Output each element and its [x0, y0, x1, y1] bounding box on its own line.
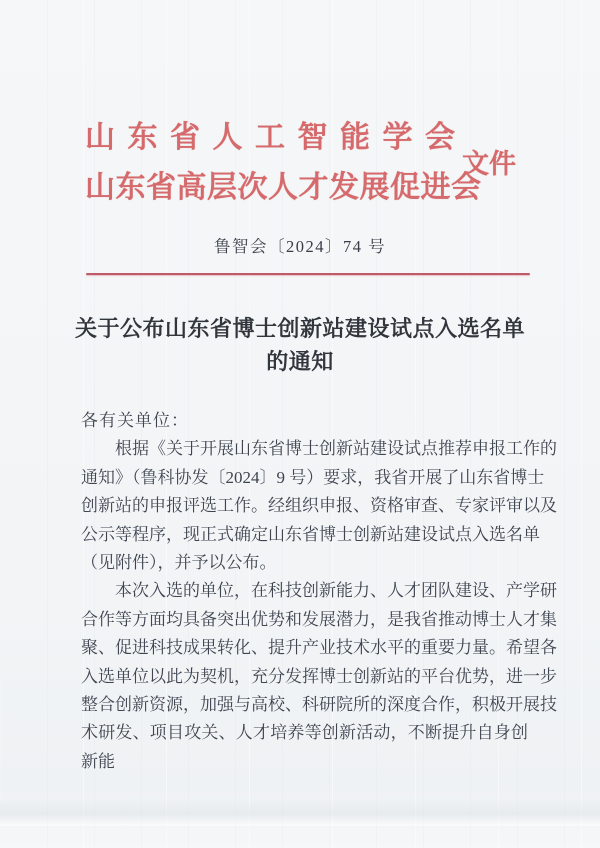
org-name-secondary: 山东省高层次人才发展促进会 [85, 171, 482, 204]
letterhead-divider-line [86, 273, 530, 275]
scan-shadow-band [0, 798, 600, 826]
salutation: 各有关单位： [81, 411, 189, 430]
body-line: 整合创新资源，加强与高校、科研院所的深度合作，积极开展技 [81, 695, 557, 715]
org-name-primary: 山东省人工智能学会 [85, 121, 468, 154]
body-line: 入选单位以此为契机，充分发挥博士创新站的平台优势，进一步 [81, 666, 557, 686]
body-line: 通知》（鲁科协发〔2024〕9 号）要求，我省开展了山东省博士 [81, 467, 545, 487]
body-line: 公示等程序，现正式确定山东省博士创新站建设试点入选名单 [81, 524, 540, 544]
body-line: 合作等方面均具备突出优势和发展潜力，是我省推动博士人才集 [81, 609, 557, 629]
body-line: （见附件），并予以公布。 [81, 553, 277, 573]
letterhead [85, 121, 545, 205]
body-line: 创新站的申报评选工作。经组织申报、资格审查、专家评审以及 [81, 496, 557, 516]
document-title [75, 312, 525, 378]
document-number: 鲁智会〔2024〕74 号 [213, 237, 387, 256]
body-line: 本次入选的单位，在科技创新能力、人才团队建设、产学研 [115, 581, 557, 601]
doc-type-label: 文件 [462, 149, 516, 179]
document-title-line-1: 关于公布山东省博士创新站建设试点入选名单 [75, 316, 526, 341]
body-line: 术研发、项目攻关、人才培养等创新活动，不断提升自身创新能 [81, 723, 528, 771]
body-line: 聚、促进科技成果转化、提升产业技术水平的重要力量。希望各 [81, 638, 557, 658]
body-line: 根据《关于开展山东省博士创新站建设试点推荐申报工作的 [115, 439, 557, 459]
document-title-line-2: 的通知 [266, 349, 334, 374]
document-body [81, 407, 557, 776]
body-paragraphs [81, 435, 557, 776]
